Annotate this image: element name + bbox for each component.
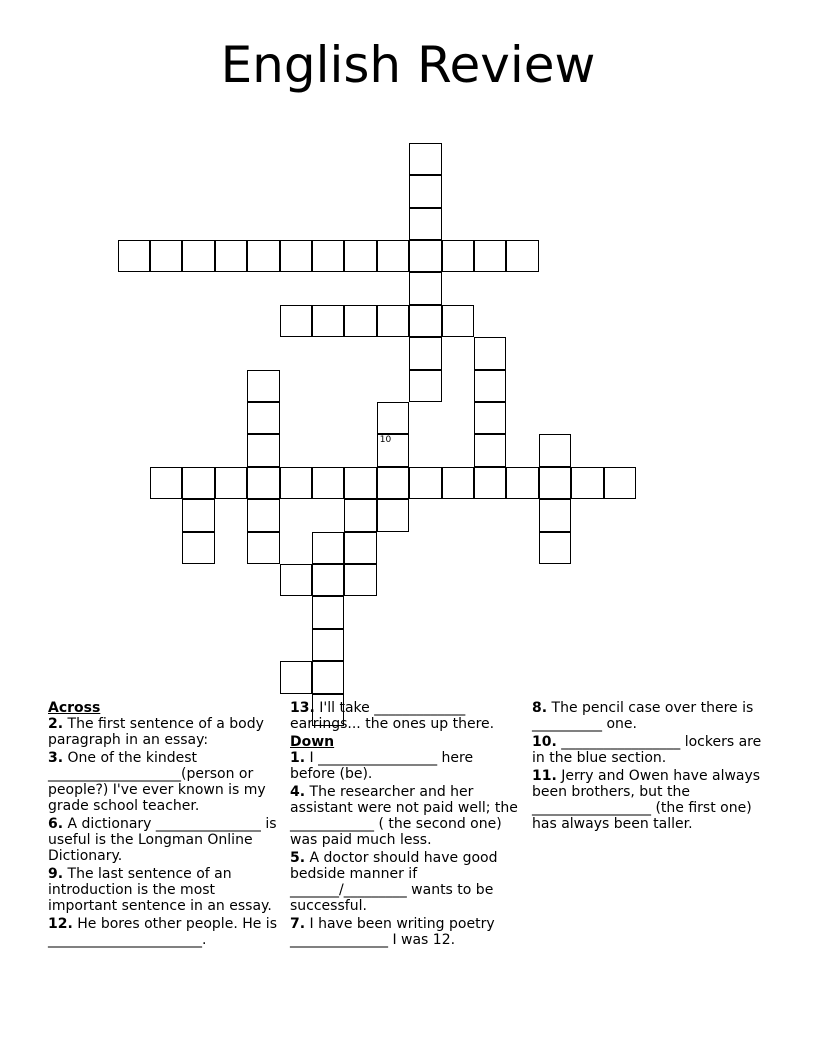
grid-cell[interactable]: [344, 564, 376, 596]
grid-cell[interactable]: [474, 434, 506, 466]
clue-text: The last sentence of an introduction is the most important sentence in an essay.: [48, 866, 272, 914]
clue-item: [290, 784, 518, 848]
across-heading: Across: [48, 700, 101, 716]
grid-cell[interactable]: [247, 370, 279, 402]
page-title: English Review: [220, 36, 596, 94]
grid-cell[interactable]: [409, 143, 441, 175]
grid-cell[interactable]: [280, 305, 312, 337]
grid-cell[interactable]: [377, 240, 409, 272]
grid-cell[interactable]: [280, 661, 312, 693]
grid-cell[interactable]: [474, 240, 506, 272]
clue-text: The researcher and her assistant were not paid well; the ____________ ( the second one) was paid much less.: [290, 784, 518, 848]
clue-text: A dictionary _______________ is useful is the Longman Online Dictionary.: [48, 816, 277, 864]
grid-cell[interactable]: [312, 532, 344, 564]
clue-number: 10.: [532, 734, 557, 750]
grid-cell[interactable]: [409, 272, 441, 304]
clue-text: A doctor should have good bedside manner if _______/_________ wants to be successful.: [290, 850, 498, 914]
grid-cell[interactable]: [344, 467, 376, 499]
clue-text: Jerry and Owen have always been brothers, but the _________________ (the first one) has always been taller.: [532, 768, 761, 832]
clue-text: One of the kindest ___________________(person or people?) I've ever known is my grade school teacher.: [48, 750, 266, 814]
grid-cell[interactable]: [215, 240, 247, 272]
grid-cell[interactable]: [280, 467, 312, 499]
clue-item: [48, 916, 280, 948]
grid-cell[interactable]: [409, 208, 441, 240]
clue-number: 5.: [290, 850, 306, 866]
grid-cell[interactable]: [118, 240, 150, 272]
grid-cell[interactable]: [344, 499, 376, 531]
grid-cell[interactable]: [442, 305, 474, 337]
grid-cell[interactable]: [377, 467, 409, 499]
grid-cell[interactable]: [280, 564, 312, 596]
grid-cell[interactable]: [247, 434, 279, 466]
grid-cell[interactable]: [474, 467, 506, 499]
clue-number: 4.: [290, 784, 306, 800]
grid-cell[interactable]: [312, 564, 344, 596]
clue-number: 7.: [290, 916, 306, 932]
clue-text: He bores other people. He is ______________________.: [48, 916, 277, 948]
grid-cell[interactable]: [377, 499, 409, 531]
grid-cell[interactable]: [182, 499, 214, 531]
down-heading: Down: [290, 734, 335, 750]
grid-cell[interactable]: [506, 467, 538, 499]
grid-cell[interactable]: [247, 240, 279, 272]
clue-text: The pencil case over there is __________ one.: [532, 700, 754, 732]
cell-number: 10: [379, 435, 392, 446]
clue-item: [290, 916, 518, 948]
grid-cell[interactable]: [150, 467, 182, 499]
clue-text: I have been writing poetry ______________ I was 12.: [290, 916, 495, 948]
grid-cell[interactable]: [312, 305, 344, 337]
grid-cell[interactable]: [247, 402, 279, 434]
grid-cell[interactable]: [409, 175, 441, 207]
clue-item: [532, 734, 766, 766]
grid-cell[interactable]: [442, 467, 474, 499]
clue-item: [290, 850, 518, 914]
clue-text: The first sentence of a body paragraph in an essay:: [48, 716, 264, 748]
clue-item: [48, 866, 280, 914]
grid-cell[interactable]: [409, 305, 441, 337]
grid-cell[interactable]: [247, 499, 279, 531]
grid-cell[interactable]: [344, 532, 376, 564]
grid-cell[interactable]: [409, 370, 441, 402]
clue-item: [532, 768, 766, 832]
clues-column-3: [532, 700, 766, 834]
clue-number: 3.: [48, 750, 64, 766]
grid-cell[interactable]: [280, 240, 312, 272]
clue-number: 13.: [290, 700, 315, 716]
grid-cell[interactable]: [409, 337, 441, 369]
grid-cell[interactable]: [571, 467, 603, 499]
grid-cell[interactable]: [539, 434, 571, 466]
grid-cell[interactable]: [312, 467, 344, 499]
grid-cell[interactable]: [182, 467, 214, 499]
grid-cell[interactable]: [182, 240, 214, 272]
clue-text: _________________ lockers are in the blue section.: [532, 734, 762, 766]
grid-cell[interactable]: [506, 240, 538, 272]
grid-cell[interactable]: [344, 240, 376, 272]
grid-cell[interactable]: [539, 499, 571, 531]
grid-cell[interactable]: [312, 629, 344, 661]
grid-cell[interactable]: [474, 337, 506, 369]
grid-cell[interactable]: [150, 240, 182, 272]
grid-cell[interactable]: [474, 402, 506, 434]
grid-cell[interactable]: [312, 596, 344, 628]
clue-text: I'll take _____________ earrings... the ones up there.: [290, 700, 495, 732]
grid-cell[interactable]: [377, 305, 409, 337]
grid-cell[interactable]: [312, 240, 344, 272]
grid-cell[interactable]: [474, 370, 506, 402]
clue-item: [48, 816, 280, 864]
clue-text: I _________________ here before (be).: [290, 750, 474, 782]
grid-cell[interactable]: [312, 661, 344, 693]
grid-cell[interactable]: [539, 467, 571, 499]
clue-item: [48, 750, 280, 814]
clue-number: 6.: [48, 816, 64, 832]
grid-cell[interactable]: [377, 402, 409, 434]
grid-cell[interactable]: [409, 467, 441, 499]
grid-cell[interactable]: [377, 434, 409, 466]
grid-cell[interactable]: [215, 467, 247, 499]
clue-number: 9.: [48, 866, 64, 882]
grid-cell[interactable]: [247, 532, 279, 564]
clue-number: 12.: [48, 916, 73, 932]
clue-number: 2.: [48, 716, 64, 732]
clue-number: 11.: [532, 768, 557, 784]
clue-item: [532, 700, 766, 732]
grid-cell[interactable]: [539, 532, 571, 564]
clues-column-2: [290, 700, 518, 950]
clue-item: [290, 750, 518, 782]
grid-cell[interactable]: [409, 240, 441, 272]
grid-cell[interactable]: [182, 532, 214, 564]
grid-cell[interactable]: [442, 240, 474, 272]
clues-column-1: [48, 700, 280, 950]
grid-cell[interactable]: [344, 305, 376, 337]
clue-number: 8.: [532, 700, 548, 716]
grid-cell[interactable]: [604, 467, 636, 499]
clue-item: [48, 716, 280, 748]
clue-number: 1.: [290, 750, 306, 766]
clue-item: [290, 700, 518, 732]
grid-cell[interactable]: [247, 467, 279, 499]
